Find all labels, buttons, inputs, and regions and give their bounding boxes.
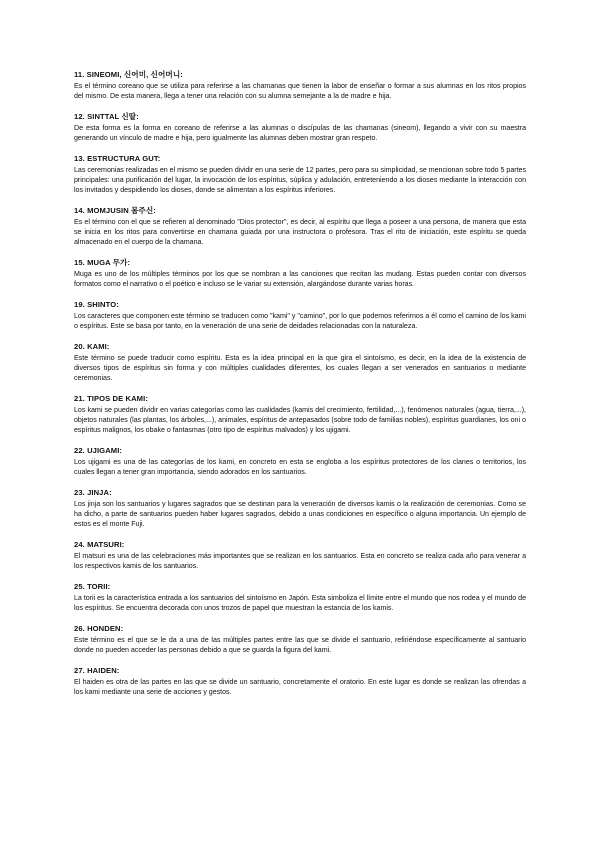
entry-heading: 24. MATSURI: — [74, 540, 125, 550]
glossary-entry-ujigami — [74, 446, 526, 477]
entry-heading: 23. JINJA: — [74, 487, 112, 497]
entry-body: Este término se puede traducir como espíritu. Esta es la idea principal en la que gira el sintoísmo, es decir, en la idea de la existencia de diversos tipos de espíritus sin forma y con múltiples cualidades diferentes, los cuales llegan a ser venerados en santuarios o mediante ceremonias. — [74, 353, 526, 383]
entry-heading: 25. TORII: — [74, 581, 111, 591]
entry-heading: 21. TIPOS DE KAMI: — [74, 393, 148, 403]
entry-body: Muga es uno de los múltiples términos por los que se nombran a las canciones que recitan las mudang. Estas pueden contar con diversos formatos como el narrativo o el poético e incluso se le variar su extensión, alargándose durante varias horas. — [74, 270, 526, 289]
glossary-entry-sineomi — [74, 70, 526, 101]
entry-body: De esta forma es la forma en coreano de referirse a las alumnas o discípulas de las chamanas (sineom), llegando a vivir con su maestra generando un vínculo de madre e hija, pero igualmente las alumnas deben mostrar gran respeto. — [74, 123, 526, 143]
entry-heading: 14. MOMJUSIN 몸주신: — [74, 205, 156, 215]
entry-body: Las ceremonias realizadas en el mismo se pueden dividir en una serie de 12 partes, pero para su simplicidad, se mencionan sobre todo 5 partes principales: una purificación del lugar, la invocación de los espíritus, súplica y adulación, entreteniendo a los dioses mediante la interacción con los invitados y despidiendo los dioses, donde se alimentan a los espíritus inferiores. — [74, 165, 526, 195]
entry-heading: 20. KAMI: — [74, 341, 110, 351]
entry-body: El matsuri es una de las celebraciones más importantes que se realizan en los santuarios. Esta en concreto se realiza cada año para venerar a los respectivos kamis de los santuarios. — [74, 552, 526, 571]
entry-heading: 12. SINTTAL 신딸: — [74, 111, 139, 121]
glossary-entry-honden — [74, 624, 526, 655]
entry-body: Es el término coreano que se utiliza para referirse a las chamanas que tienen la labor de enseñar o formar a sus alumnas en los ritos propios del mismo. De esta manera, llega a tener una relación con su alumna semejante a la de madre e hija. — [74, 82, 526, 101]
glossary-entry-jinja — [74, 488, 526, 530]
entry-heading: 19. SHINTO: — [74, 299, 119, 309]
entry-heading: 22. UJIGAMI: — [74, 446, 123, 456]
entry-body: Los ujigami es una de las categorías de los kami, en concreto en esta se engloba a los espíritus protectores de los clanes o territorios, los cuales llegan a tener gran importancia, siendo adorados en los santuarios. — [74, 458, 526, 477]
glossary-entry-kami — [74, 342, 526, 384]
entry-heading: 27. HAIDEN: — [74, 665, 120, 675]
entry-body: Los kami se pueden dividir en varias categorías como las cualidades (kamis del crecimiento, fertilidad,...), fenómenos naturales (agua, tierra,...), objetos naturales (las plantas, los árboles,...), animales, espíritus de antepasados (sobre todo de familias nobles), espíritus guardianes, los oni o espíritus malignos, los obake o fantasmas (otro tipo de espíritus malvados) y los ujigami. — [74, 405, 526, 435]
entry-body: Los jinja son los santuarios y lugares sagrados que se destinan para la veneración de diversos kamis o la realización de ceremonias. Como se ha dicho, a parte de santuarios pueden haber lugares sagrados, debido a unas condiciones en específico o alguna importancia. Un ejemplo de estos es el monte Fuji. — [74, 499, 526, 529]
entry-heading: 13. ESTRUCTURA GUT: — [74, 153, 161, 163]
glossary-entry-shinto — [74, 300, 526, 331]
entry-body: La torii es la característica entrada a los santuarios del sintoísmo en Japón. Esta simboliza el límite entre el mundo que nos rodea y el mundo de los espíritus. Se encuentra decorada con unos trozos de papel que muestran la estancia de los kamis. — [74, 593, 526, 613]
glossary-entry-estructura-gut — [74, 154, 526, 196]
glossary-entry-matsuri — [74, 540, 526, 571]
glossary-entry-sinttal — [74, 112, 526, 143]
glossary-entry-momjusin — [74, 206, 526, 248]
entry-heading: 15. MUGA 무가: — [74, 258, 131, 268]
entry-body: Los caracteres que componen este término se traducen como "kami" y "camino", por lo que podemos referirnos a él como el camino de los kami o espíritus. Este se basa por tanto, en la veneración de una serie de deidades relacionadas con la naturaleza. — [74, 311, 526, 331]
entry-body: El haiden es otra de las partes en las que se divide un santuario, concretamente el oratorio. En este lugar es donde se realizan las ofrendas a los kami mediante una serie de acciones y gestos. — [74, 677, 526, 696]
entry-heading: 11. SINEOMI, 신어미, 신어머니: — [74, 70, 183, 79]
entry-body: Es el término con el que se refieren al denominado "Dios protector", es decir, al espíritu que llega a poseer a una persona, de manera que esta se inicia en los ritos para convertirse en chamana guiada por una instructora o profesora. Tras el rito de iniciación, este espíritu se queda almacenado en el cuerpo de la chamana. — [74, 217, 526, 247]
glossary-entry-haiden — [74, 666, 526, 697]
entry-heading: 26. HONDEN: — [74, 623, 124, 633]
glossary-entry-muga — [74, 258, 526, 289]
entry-body: Este término es el que se le da a una de las múltiples partes entre las que se divide el santuario, refiriéndose específicamente al santuario donde no pueden acceder las personas debido a que se guarda la figura del kami. — [74, 635, 526, 655]
glossary-entry-torii — [74, 582, 526, 613]
glossary-entry-tipos-de-kami — [74, 394, 526, 436]
